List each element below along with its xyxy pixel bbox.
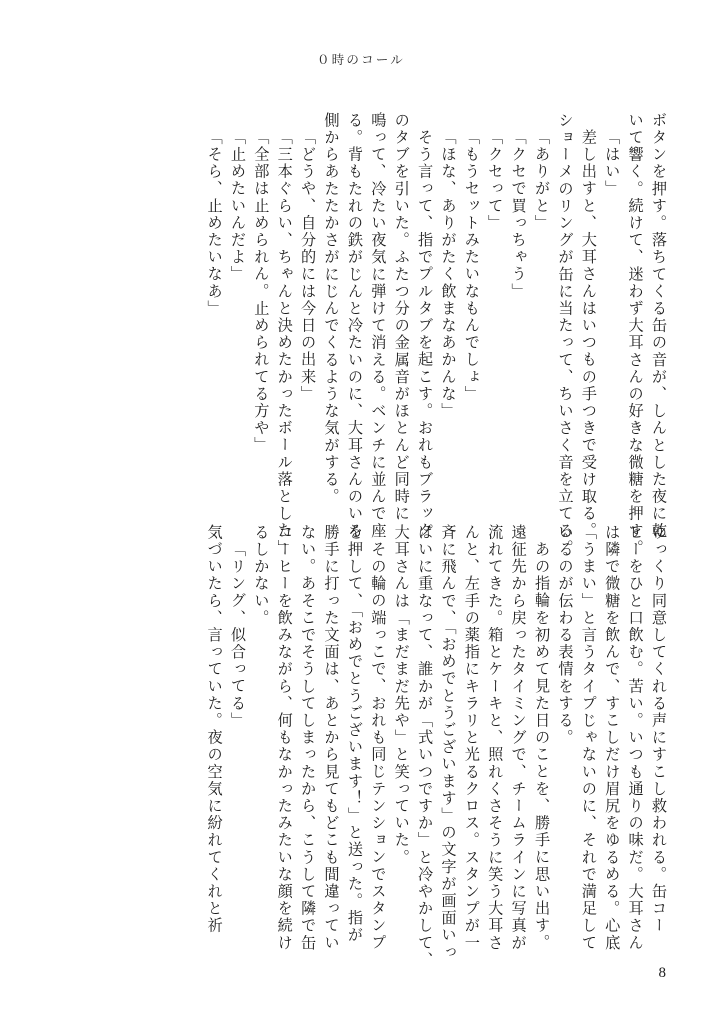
text-column: ない。あそこでそうしてしまったから、こうして隣で缶: [299, 524, 317, 952]
text-column: 「止めたいんだよ」: [228, 129, 246, 284]
text-column: 「そら、止めたいなあ」: [205, 129, 223, 318]
text-column: あの指輪を初めて見た日のことを、勝手に思い出す。: [533, 541, 551, 952]
text-column: そう言って、指でプルタブを起こす。おれもブラック: [416, 129, 434, 540]
text-column: 勝手に打った文面は、あとから見てもどこも間違ってい: [322, 524, 340, 952]
text-column: 「ほな、ありがたく飲まなあかんな」: [439, 129, 457, 420]
text-column: コーヒーを飲みながら、何もなかったみたいな顔を続け: [275, 524, 293, 952]
text-column: は隣で微糖を飲んで、すこしだけ眉尻をゆるめる。心底: [603, 524, 621, 952]
text-column: ぱいに重なって、誰かが「式いつですか」と冷やかして、: [416, 524, 434, 969]
text-column: る。背もたれの鉄がじんと冷たいのに、大耳さんのいる: [345, 112, 363, 540]
text-column: いるのが伝わる表情をする。: [556, 524, 574, 747]
text-column: 大耳さんは「まだまだ先や」と笑っていた。: [392, 524, 410, 866]
text-column: 流れてきた。箱とケーキと、照れくさそうに笑う大耳さ: [486, 524, 504, 952]
text-column: 側からあたたかさがにじんでくるような気がする。: [322, 112, 340, 506]
text-column: ショーメのリングが缶に当たって、ちいさく音を立てる。: [556, 112, 574, 557]
text-column: 「クセで買っちゃう」: [509, 129, 527, 301]
text-column: 「ありがと」: [533, 129, 551, 232]
text-column: 気づいたら、言っていた。夜の空気に紛れてくれと祈: [205, 524, 223, 935]
text-column: 「全部は止められん。止められてる方や」: [252, 129, 270, 455]
running-header-title: ０時のコール: [317, 53, 405, 67]
text-column: ゆっくり同意してくれる声にすこし救われる。缶コー: [650, 524, 667, 935]
body-text-block-lower: [56, 524, 667, 969]
text-column: 「どうや、自分的には今日の出来」: [299, 129, 317, 403]
text-column: んと、左手の薬指にキラリと光るクロス。スタンプが一: [462, 524, 480, 952]
body-text-block-upper: [56, 112, 667, 557]
text-column: 「三本ぐらい、ちゃんと決めたかったボール落とした」: [275, 129, 293, 557]
text-column: 「クセって」: [486, 129, 504, 232]
text-column: ヒーをひと口飲む。苦い。いつも通りの味だ。大耳さん: [626, 524, 644, 952]
text-column: その輪の端っこで、おれも同じテンションでスタンプ: [369, 541, 387, 952]
text-column: 差し出すと、大耳さんはいつもの手つきで受け取る。: [579, 129, 597, 540]
text-column: 「もうセットみたいなもんでしょ」: [462, 129, 480, 403]
text-column: 鳴って、冷たい夜気に弾けて消える。ベンチに並んで座: [369, 112, 387, 540]
text-column: 「リング、似合ってる」: [228, 541, 246, 730]
text-column: 遠征先から戻ったタイミングで、チームラインに写真が: [509, 524, 527, 952]
text-column: るしかない。: [252, 524, 270, 627]
text-column: 「うまい」と言うタイプじゃないのに、それで満足して: [579, 524, 597, 952]
text-column: ボタンを押す。落ちてくる缶の音が、しんとした夜に乾: [650, 112, 667, 540]
text-column: 「はい」: [603, 129, 621, 198]
text-column: いて響く。続けて、迷わず大耳さんの好きな微糖を押す。: [626, 112, 644, 557]
page-number: 8: [658, 965, 666, 981]
text-column: のタブを引いた。ふたつ分の金属音がほとんど同時に: [392, 112, 410, 523]
text-column: を押して、「おめでとうございます！」と送った。指が: [345, 524, 363, 944]
text-column: 斉に飛んで、「おめでとうございます」の文字が画面いっ: [439, 524, 457, 961]
